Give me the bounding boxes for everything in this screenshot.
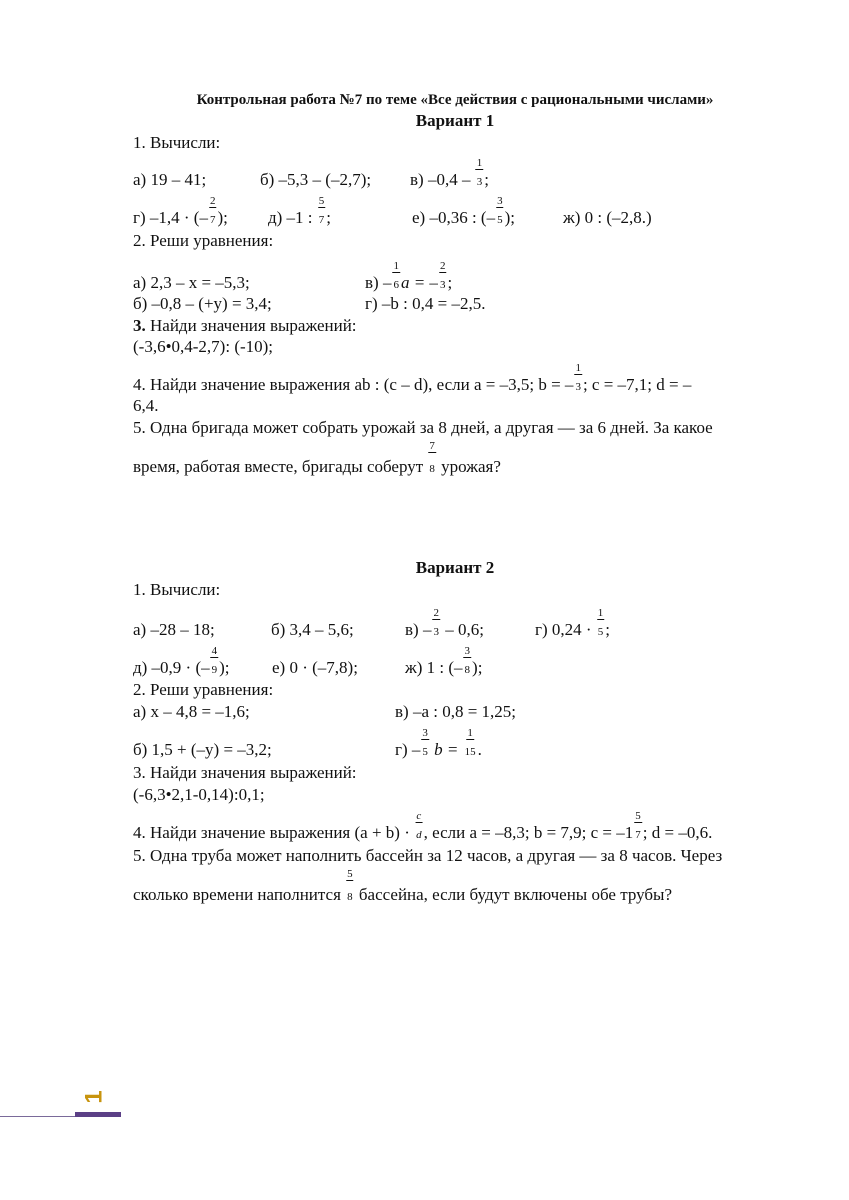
task-2-heading: 2. Реши уравнения: xyxy=(133,231,274,250)
fraction xyxy=(422,727,428,758)
fraction xyxy=(211,645,218,676)
footer-line xyxy=(0,1116,76,1117)
task-4 xyxy=(133,362,692,395)
numerator: 3 xyxy=(422,727,428,739)
denominator: 3 xyxy=(439,279,446,291)
text: 4. Найди значение выражения (a + b) · xyxy=(133,823,415,842)
equation-a: а) 2,3 – x = –5,3; xyxy=(133,273,250,292)
text: е) –0,36 : (– xyxy=(412,208,496,227)
denominator: 7 xyxy=(209,214,216,226)
task-1zh xyxy=(405,645,483,678)
task-5: 5. Одна бригада может собрать урожай за 8 дней, а другая — за 6 дней. За какое xyxy=(133,418,713,437)
document-title: Контрольная работа №7 по теме «Все действия с рациональными числами» xyxy=(196,92,714,108)
fraction xyxy=(209,195,216,226)
numerator: 1 xyxy=(476,157,483,169)
text: д) –0,9 · (– xyxy=(133,658,210,677)
text: д) –1 : xyxy=(268,208,317,227)
footer-accent-bar xyxy=(75,1112,121,1117)
numerator: 1 xyxy=(393,260,399,272)
fraction xyxy=(497,195,503,226)
text: ; xyxy=(484,170,489,189)
task-3-expression: (-3,6•0,4-2,7): (-10); xyxy=(133,337,274,356)
task-1a: а) 19 – 41; xyxy=(133,170,207,189)
text: b = xyxy=(429,740,463,759)
task-1b: б) –5,3 – (–2,7); xyxy=(260,170,372,189)
numerator: 1 xyxy=(575,362,581,374)
fraction xyxy=(464,727,476,758)
task-5-continued xyxy=(133,440,501,477)
task-1-heading: 1. Вычисли: xyxy=(133,580,221,599)
numerator: 3 xyxy=(464,645,471,657)
denominator: 9 xyxy=(211,664,218,676)
task-1d xyxy=(268,195,332,228)
numerator: 2 xyxy=(433,607,439,619)
denominator: d xyxy=(416,829,422,841)
fraction xyxy=(318,195,325,226)
denominator: 7 xyxy=(318,214,325,226)
numerator: 1 xyxy=(467,727,473,739)
numerator: 2 xyxy=(209,195,216,207)
numerator: c xyxy=(416,810,422,822)
task-1b: б) 3,4 – 5,6; xyxy=(271,620,354,639)
task-1-heading: 1. Вычисли: xyxy=(133,133,221,152)
denominator: 5 xyxy=(497,214,503,226)
task-number: 3. xyxy=(133,316,146,335)
text: ); xyxy=(219,658,230,677)
fraction xyxy=(416,810,422,841)
equation-a: а) x – 4,8 = –1,6; xyxy=(133,702,250,721)
task-1a: а) –28 – 18; xyxy=(133,620,215,639)
text: ; c = –7,1; d = – xyxy=(582,375,692,394)
text: , если a = –8,3; b = 7,9; c = –1 xyxy=(423,823,634,842)
denominator: 5 xyxy=(422,746,428,758)
text: г) –1,4 · (– xyxy=(133,208,208,227)
task-4 xyxy=(133,810,713,843)
denominator: 7 xyxy=(635,829,641,841)
denominator: 3 xyxy=(476,176,483,188)
text: ; xyxy=(447,273,453,292)
equation-b: б) –0,8 – (+y) = 3,4; xyxy=(133,294,272,313)
numerator: 7 xyxy=(429,440,435,452)
fraction xyxy=(575,362,581,393)
task-3-expression: (-6,3•2,1-0,14):0,1; xyxy=(133,785,265,804)
numerator: 1 xyxy=(597,607,604,619)
variant-2-heading: Вариант 2 xyxy=(415,558,495,577)
numerator: 5 xyxy=(318,195,325,207)
fraction xyxy=(439,260,446,291)
equation-v xyxy=(365,260,453,293)
fraction xyxy=(635,810,641,841)
text: ; d = –0,6. xyxy=(642,823,713,842)
page-number: 1 xyxy=(80,1090,108,1104)
task-1v xyxy=(405,607,484,640)
task-1zh: ж) 0 : (–2,8.) xyxy=(563,208,652,227)
text: г) – xyxy=(395,740,421,759)
text: сколько времени наполнится xyxy=(133,885,346,904)
text: Найди значения выражений: xyxy=(145,316,357,335)
denominator: 3 xyxy=(433,626,439,638)
task-5-continued xyxy=(133,868,673,905)
numerator: 5 xyxy=(635,810,641,822)
task-1g xyxy=(133,195,228,228)
task-1v xyxy=(410,157,489,190)
denominator: 5 xyxy=(597,626,604,638)
text: a = – xyxy=(400,273,438,292)
text: . xyxy=(477,740,482,759)
task-2-heading: 2. Реши уравнения: xyxy=(133,680,274,699)
equation-b: б) 1,5 + (–y) = –3,2; xyxy=(133,740,272,759)
text: – 0,6; xyxy=(440,620,484,639)
equation-g: г) –b : 0,4 = –2,5. xyxy=(365,294,486,313)
numerator: 5 xyxy=(347,868,353,880)
task-1e xyxy=(412,195,515,228)
denominator: 3 xyxy=(575,381,581,393)
task-1d xyxy=(133,645,230,678)
task-1e: е) 0 · (–7,8); xyxy=(272,658,358,677)
text: в) –0,4 – xyxy=(410,170,475,189)
text: ); xyxy=(217,208,228,227)
text: 4. Найди значение выражения ab : (c – d), если a = –3,5; b = – xyxy=(133,375,574,394)
fraction xyxy=(433,607,439,638)
task-4-continued: 6,4. xyxy=(133,396,159,415)
text: бассейна, если будут включены обе трубы? xyxy=(354,885,673,904)
denominator: 8 xyxy=(347,891,353,903)
fraction xyxy=(597,607,604,638)
fraction xyxy=(429,440,435,475)
fraction xyxy=(464,645,471,676)
denominator: 6 xyxy=(393,279,399,291)
equation-v: в) –a : 0,8 = 1,25; xyxy=(395,702,517,721)
text: в) – xyxy=(405,620,432,639)
numerator: 4 xyxy=(211,645,218,657)
fraction xyxy=(393,260,399,291)
text: время, работая вместе, бригады соберут xyxy=(133,457,428,476)
fraction xyxy=(347,868,353,903)
task-3-heading xyxy=(133,316,357,336)
denominator: 15 xyxy=(464,746,476,758)
denominator: 8 xyxy=(429,463,435,475)
task-5: 5. Одна труба может наполнить бассейн за 12 часов, а другая — за 8 часов. Через xyxy=(133,846,723,865)
text: ; xyxy=(326,208,332,227)
equation-g xyxy=(395,727,482,760)
task-3-heading: 3. Найди значения выражений: xyxy=(133,763,357,782)
text: г) 0,24 · xyxy=(535,620,596,639)
text: ); xyxy=(504,208,515,227)
fraction xyxy=(476,157,483,188)
task-1g xyxy=(535,607,611,640)
text: ; xyxy=(605,620,611,639)
text: в) – xyxy=(365,273,392,292)
numerator: 3 xyxy=(497,195,503,207)
text: урожая? xyxy=(436,457,501,476)
numerator: 2 xyxy=(439,260,446,272)
variant-1-heading: Вариант 1 xyxy=(415,111,495,130)
text: ); xyxy=(472,658,483,677)
text: ж) 1 : (– xyxy=(405,658,463,677)
denominator: 8 xyxy=(464,664,471,676)
